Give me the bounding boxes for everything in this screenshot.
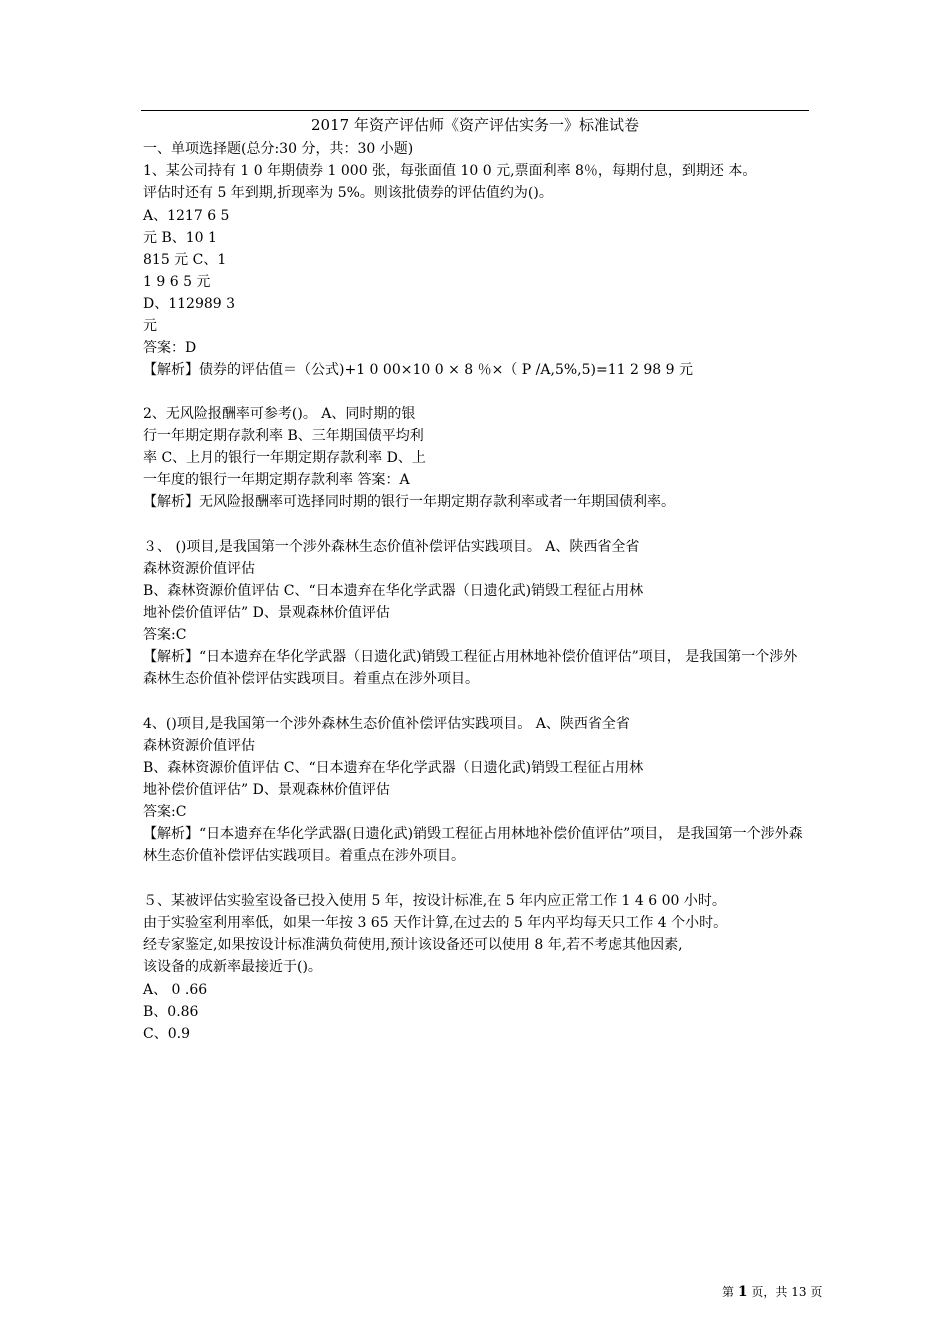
q2-explanation: 【解析】无风险报酬率可选择同时期的银行一年期定期存款利率或者一年期国债利率。 xyxy=(143,494,675,510)
footer-page-number: 1 xyxy=(737,1284,748,1300)
q5-stem-line-3: 经专家鉴定,如果按设计标准满负荷使用,预计该设备还可以使用 8 年,若不考虑其他因素, xyxy=(143,937,683,953)
document-title: 2017 年资产评估师《资产评估实务一》标准试卷 xyxy=(311,116,639,134)
q3-explanation-line-1: 【解析】“日本遗弃在华化学武器（日遗化武)销毁工程征占用林地补偿价值评估”项目， 是我国第一个涉外 xyxy=(143,649,798,665)
q3-option-line: B、森林资源价值评估 C、“日本遗弃在华化学武器（日遗化武)销毁工程征占用林 xyxy=(143,583,644,599)
q4-option-line: 森林资源价值评估 xyxy=(143,738,255,754)
q1-option-line: 1 9 6 5 元 xyxy=(143,274,211,290)
q1-option-line: D、112989 3 xyxy=(143,296,236,312)
q5-option-b: B、0.86 xyxy=(143,1004,199,1020)
q5-stem-line-1: ５、某被评估实验室设备已投入使用 5 年，按设计标准,在 5 年内应正常工作 1 4 6 00 小时。 xyxy=(143,893,726,909)
footer-suffix: 页，共 13 页 xyxy=(751,1285,823,1299)
section-header: 一、单项选择题(总分:30 分，共：30 小题) xyxy=(143,141,414,157)
q2-line: 行一年期定期存款利率 B、三年期国债平均利 xyxy=(143,428,424,444)
q4-option-line: B、森林资源价值评估 C、“日本遗弃在华化学武器（日遗化武)销毁工程征占用林 xyxy=(143,760,644,776)
q4-answer: 答案:C xyxy=(143,804,187,820)
q1-option-line: 815 元 C、1 xyxy=(143,252,227,268)
q3-explanation-line-2: 森林生态价值补偿评估实践项目。着重点在涉外项目。 xyxy=(143,671,479,687)
q1-stem-line-2: 评估时还有 5 年到期,折现率为 5%。则该批债券的评估值约为()。 xyxy=(143,185,553,201)
q5-stem-line-2: 由于实验室利用率低，如果一年按 3 65 天作计算,在过去的 5 年内平均每天只工作 4 个小时。 xyxy=(143,915,728,931)
q3-option-line: 森林资源价值评估 xyxy=(143,561,255,577)
q2-line: 率 C、上月的银行一年期定期存款利率 D、上 xyxy=(143,450,426,466)
q2-answer-line: 一年度的银行一年期定期存款利率 答案：A xyxy=(143,472,410,488)
q4-option-line: 地补偿价值评估” D、景观森林价值评估 xyxy=(143,782,390,798)
q1-answer: 答案：D xyxy=(143,340,197,356)
page-footer xyxy=(722,1283,822,1301)
q4-stem: 4、()项目,是我国第一个涉外森林生态价值补偿评估实践项目。 A、陕西省全省 xyxy=(143,716,630,732)
q1-explanation: 【解析】债券的评估值＝（公式)+1 0 00×10 0 × 8 ％×（ P /A,5%,5)=11 2 98 9 元 xyxy=(143,362,693,378)
q3-answer: 答案:C xyxy=(143,627,187,643)
header-rule xyxy=(141,110,809,111)
q1-option-line: 元 xyxy=(143,318,157,334)
q5-stem-line-4: 该设备的成新率最接近于()。 xyxy=(143,959,322,975)
q3-option-line: 地补偿价值评估” D、景观森林价值评估 xyxy=(143,605,390,621)
q5-option-c: C、0.9 xyxy=(143,1026,190,1042)
q5-option-a: A、 0 .66 xyxy=(143,982,208,998)
footer-prefix: 第 xyxy=(722,1285,735,1299)
q4-explanation-line-1: 【解析】“日本遗弃在华化学武器(日遗化武)销毁工程征占用林地补偿价值评估”项目， 是我国第一个涉外森 xyxy=(143,826,803,842)
q4-explanation-line-2: 林生态价值补偿评估实践项目。着重点在涉外项目。 xyxy=(143,848,465,864)
q1-option-line: 元 B、10 1 xyxy=(143,230,217,246)
q1-option-line: A、1217 6 5 xyxy=(143,208,230,224)
q2-line: 2、无风险报酬率可参考()。 A、同时期的银 xyxy=(143,406,416,422)
q1-stem-line-1: 1、某公司持有 1 0 年期债券 1 000 张，每张面值 10 0 元,票面利率 8％，每期付息，到期还 本。 xyxy=(143,163,757,179)
q3-stem: ３、 ()项目,是我国第一个涉外森林生态价值补偿评估实践项目。 A、陕西省全省 xyxy=(143,539,640,555)
